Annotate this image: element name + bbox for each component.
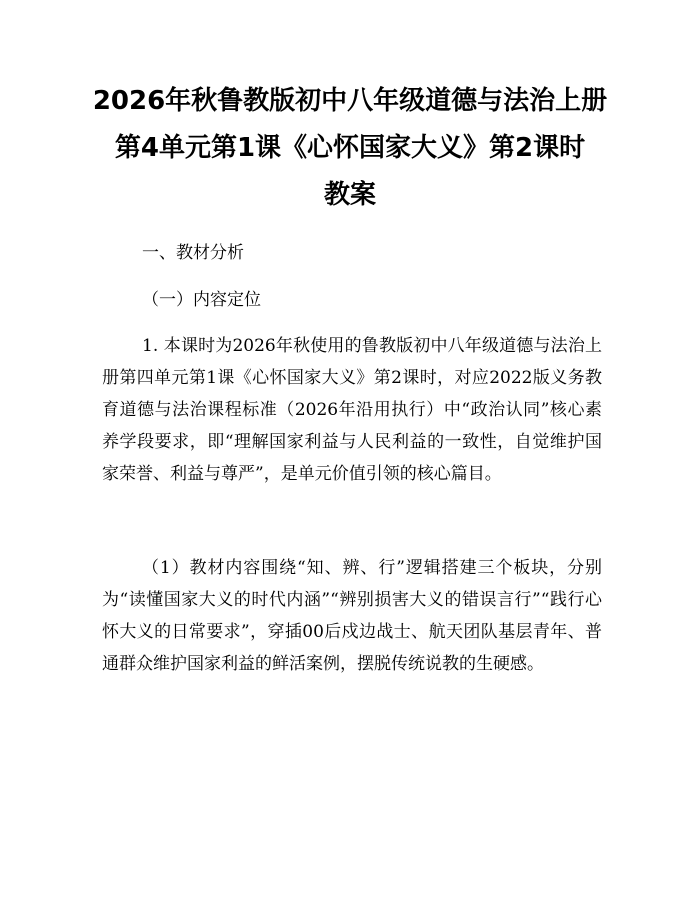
body-paragraph-1: 1. 本课时为2026年秋使用的鲁教版初中八年级道德与法治上册第四单元第1课《心怀国家大义》第2课时，对应2022版义务教育道德与法治课程标准（2026年沿用执行）中“政治认同”核心素养学段要求，即“理解国家利益与人民利益的一致性，自觉维护国家荣誉、利益与尊严”，是单元价值引领的核心篇目。 — [102, 336, 602, 484]
document-title-line-1: 2026年秋鲁教版初中八年级道德与法治上册 — [92, 86, 608, 116]
body-paragraph-2: （1）教材内容围绕“知、辨、行”逻辑搭建三个板块，分别为“读懂国家大义的时代内涵”“辨别损害大义的错误言行”“践行心怀大义的日常要求”，穿插00后戍边战士、航天团队基层青年、普通群众维护国家利益的鲜活案例，摆脱传统说教的生硬感。 — [102, 558, 602, 674]
document-title-line-3: 教案 — [323, 180, 376, 210]
subsection-heading: （一）内容定位 — [142, 290, 261, 310]
section-heading: 一、教材分析 — [142, 243, 244, 263]
document-title-line-2: 第4单元第1课《心怀国家大义》第2课时 — [114, 133, 586, 163]
